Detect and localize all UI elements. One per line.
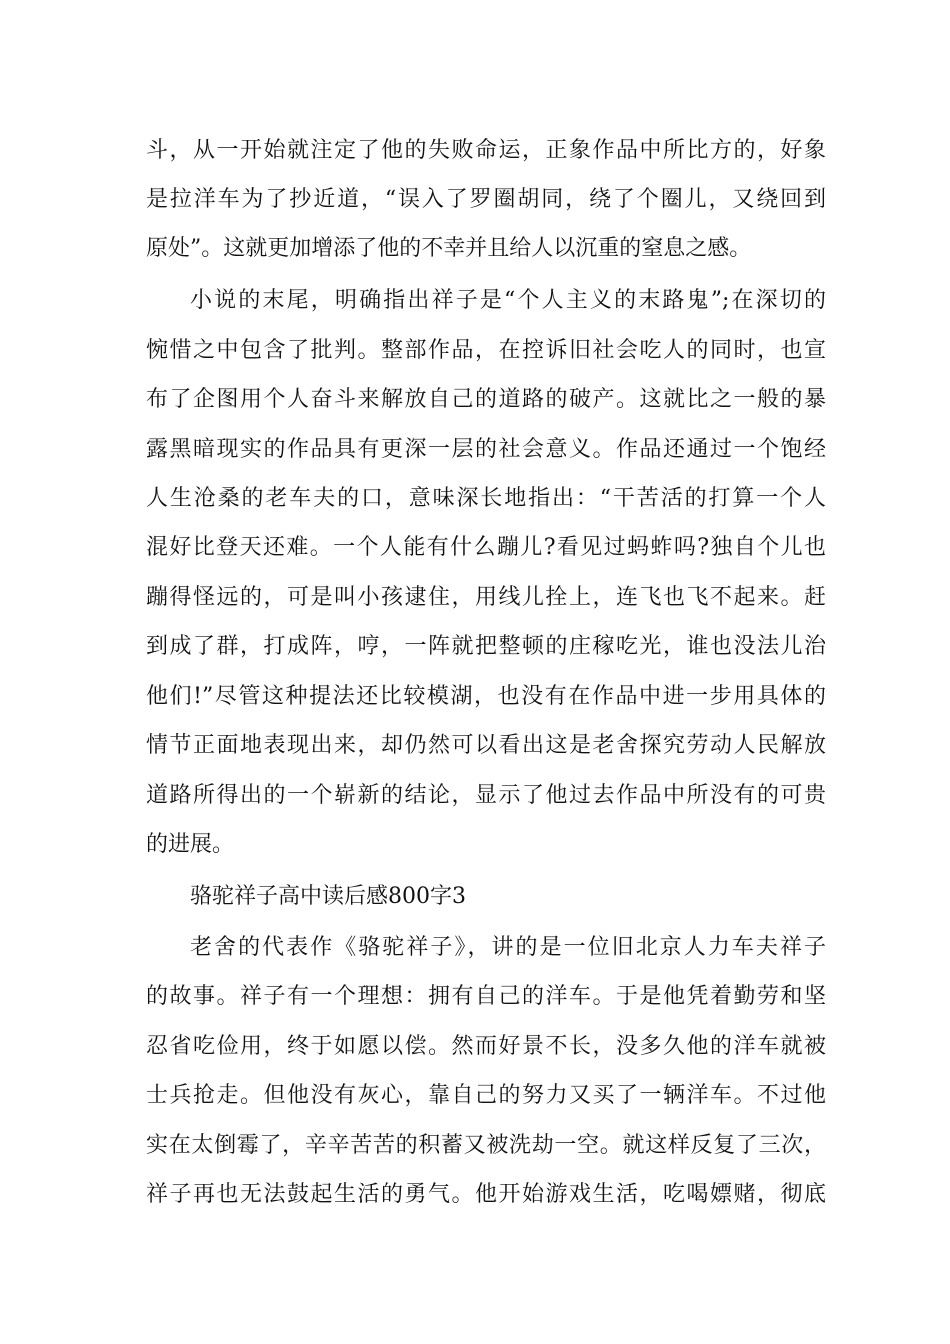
paragraph-3-line-5: 实在太倒霉了，辛辛苦苦的积蓄又被洗劫一空。就这样反复了三次， <box>146 1133 826 1158</box>
paragraph-2-line-12: 的进展。 <box>146 832 235 857</box>
paragraph-2-line-6: 混好比登天还难。一个人能有什么蹦儿?看见过蚂蚱吗?独自个儿也 <box>146 535 826 560</box>
paragraph-2-line-8: 到成了群，打成阵，哼，一阵就把整顿的庄稼吃光，谁也没法儿治 <box>146 634 826 659</box>
paragraph-1-line-1: 斗，从一开始就注定了他的失败命运，正象作品中所比方的，好象 <box>146 138 826 163</box>
paragraph-3-line-6: 祥子再也无法鼓起生活的勇气。他开始游戏生活，吃喝嫖赌，彻底 <box>146 1182 826 1207</box>
paragraph-1-line-3: 原处”。这就更加增添了他的不幸并且给人以沉重的窒息之感。 <box>146 236 752 261</box>
paragraph-2-line-9: 他们!”尽管这种提法还比较模湖，也没有在作品中进一步用具体的 <box>146 684 826 709</box>
section-heading: 骆驼祥子高中读后感800字3 <box>190 884 466 909</box>
paragraph-2-line-11: 道路所得出的一个崭新的结论，显示了他过去作品中所没有的可贵 <box>146 783 826 808</box>
paragraph-2-line-1: 小说的末尾，明确指出祥子是“个人主义的末路鬼”;在深切的 <box>190 288 826 313</box>
paragraph-3-line-1: 老舍的代表作《骆驼祥子》，讲的是一位旧北京人力车夫祥子 <box>190 935 826 960</box>
paragraph-2-line-3: 布了企图用个人奋斗来解放自己的道路的破产。这就比之一般的暴 <box>146 387 826 412</box>
paragraph-2-line-2: 惋惜之中包含了批判。整部作品，在控诉旧社会吃人的同时，也宣 <box>146 338 826 363</box>
paragraph-3-line-3: 忍省吃俭用，终于如愿以偿。然而好景不长，没多久他的洋车就被 <box>146 1034 826 1059</box>
paragraph-2-line-10: 情节正面地表现出来，却仍然可以看出这是老舍探究劳动人民解放 <box>146 733 826 758</box>
paragraph-2-line-5: 人生沧桑的老车夫的口，意味深长地指出：“干苦活的打算一个人 <box>146 486 826 511</box>
paragraph-1-line-2: 是拉洋车为了抄近道，“误入了罗圈胡同，绕了个圈儿，又绕回到 <box>146 187 826 212</box>
paragraph-3-line-2: 的故事。祥子有一个理想：拥有自己的洋车。于是他凭着勤劳和坚 <box>146 984 826 1009</box>
paragraph-2-line-7: 蹦得怪远的，可是叫小孩逮住，用线儿拴上，连飞也飞不起来。赶 <box>146 585 826 610</box>
paragraph-3-line-4: 士兵抢走。但他没有灰心，靠自己的努力又买了一辆洋车。不过他 <box>146 1083 826 1108</box>
paragraph-2-line-4: 露黑暗现实的作品具有更深一层的社会意义。作品还通过一个饱经 <box>146 437 826 462</box>
